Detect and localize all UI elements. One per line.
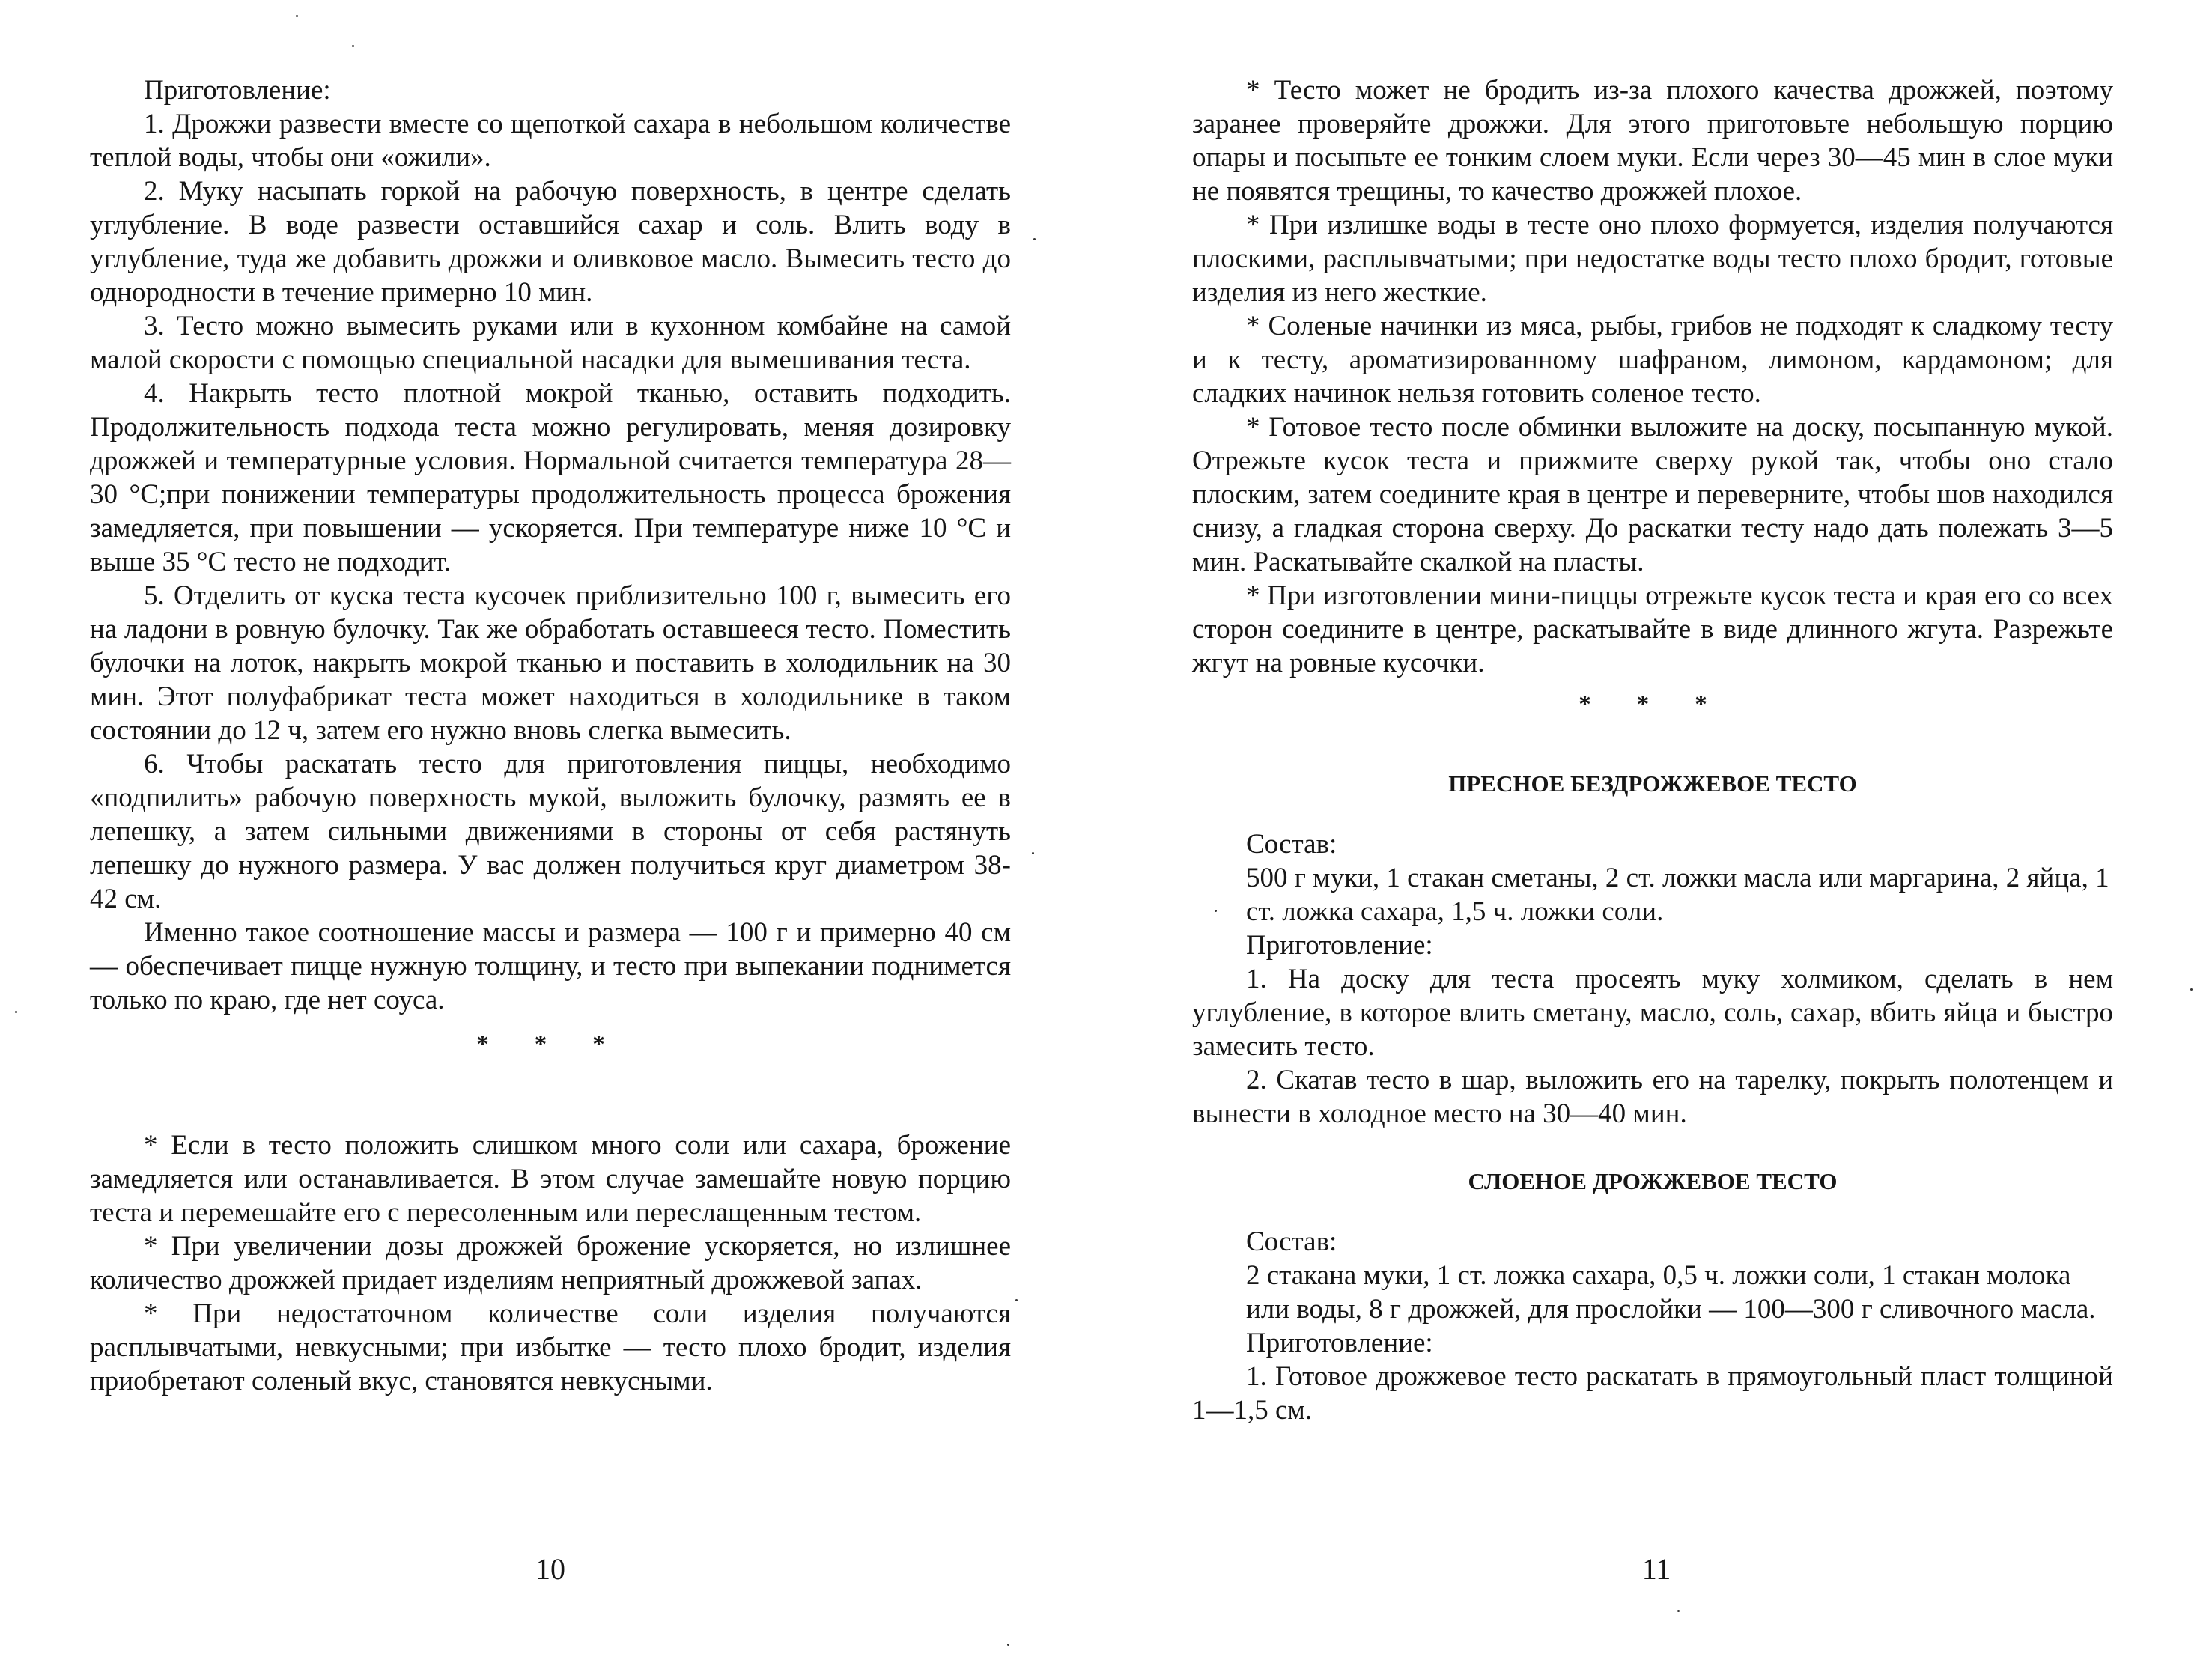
- composition-label: Состав:: [1246, 829, 1337, 860]
- tip-salt-amount: * При недостаточном количестве соли изделия получаются расплывчатыми, невкусными; при избытке — тесто плохо бродит, изделия приобретают соленый вкус, становятся невкусными.: [90, 1298, 1011, 1396]
- recipe-step-1: 1. На доску для теста просеять муку холмиком, сделать в нем углубление, в которое влить сметану, масло, соль, сахар, вбить яйца и быстро замесить тесто.: [1192, 964, 2113, 1062]
- recipe-title: ПРЕСНОЕ БЕЗДРОЖЖЕВОЕ ТЕСТО: [1448, 770, 1857, 797]
- step-6: 6. Чтобы раскатать тесто для приготовления пиццы, необходимо «подпилить» рабочую поверхность мукой, выложить булочку, размять ее в лепешку, а затем сильными движениями в стороны от себя растянуть лепешку до нужного размера. У вас должен получиться круг диаметром 38-42 см.: [90, 749, 1011, 914]
- ingredients: 500 г муки, 1 стакан сметаны, 2 ст. ложки масла или маргарина, 2 яйца, 1 ст. ложка сахара, 1,5 ч. ложки соли.: [1246, 863, 2109, 927]
- scan-speck: [2190, 988, 2193, 991]
- recipe-step-2: 2. Скатав тесто в шар, выложить его на тарелку, покрыть полотенцем и вынести в холодное место на 30—40 мин.: [1192, 1065, 2113, 1129]
- step-1: 1. Дрожжи развести вместе со щепоткой сахара в небольшом количестве теплой воды, чтобы они «ожили».: [90, 109, 1011, 173]
- left-page: [90, 0, 1011, 1669]
- tip-ready-dough: * Готовое тесто после обминки выложите на доску, посыпанную мукой. Отрежьте кусок теста и прижмите сверху рукой так, чтобы оно стало плоским, затем соедините края в центре и переверните, чтобы шов находился снизу, а гладкая сторона сверху. До раскатки тесту надо дать полежать 3—5 мин. Раскатывайте скалкой на пласты.: [1192, 412, 2113, 577]
- step-3: 3. Тесто можно вымесить руками или в кухонном комбайне на самой малой скорости с помощью специальной насадки для вымешивания теста.: [90, 311, 1011, 375]
- right-page: [1192, 0, 2113, 1669]
- step-4: 4. Накрыть тесто плотной мокрой тканью, оставить подходить. Продолжительность подхода теста можно регулировать, меняя дозировку дрожжей и температурные условия. Нормальной считается температура 28—30 °С;при понижении температуры продолжительность процесса брожения замедляется, при повышении — ускоряется. При температуре ниже 10 °С и выше 35 °С тесто не подходит.: [90, 378, 1011, 577]
- ingredients: 2 стакана муки, 1 ст. ложка сахара, 0,5 ч. ложки соли, 1 стакан молока или воды, 8 г дрожжей, для прослойки — 100—300 г сливочного масла.: [1246, 1260, 2096, 1325]
- step-5: 5. Отделить от куска теста кусочек приблизительно 100 г, вымесить его на ладони в ровную булочку. Так же обработать оставшееся тесто. Поместить булочки на лоток, накрыть мокрой тканью и поставить в холодильник на 30 мин. Этот полуфабрикат теста может находиться в холодильнике в таком состоянии до 12 ч, затем его нужно вновь слегка вымесить.: [90, 580, 1011, 746]
- scan-speck: [352, 45, 354, 47]
- tip-yeast-dose: * При увеличении дозы дрожжей брожение ускоряется, но излишнее количество дрожжей придает изделиям неприятный дрожжевой запах.: [90, 1231, 1011, 1295]
- preparation-heading: Приготовление:: [144, 75, 331, 106]
- scan-speck: [296, 15, 298, 17]
- composition-label: Состав:: [1246, 1226, 1337, 1257]
- scan-speck: [1032, 852, 1034, 854]
- tip-yeast-quality: * Тесто может не бродить из-за плохого качества дрожжей, поэтому заранее проверяйте дрожжи. Для этого приготовьте небольшую порцию опары и посыпьте ее тонким слоем муки. Если через 30—45 мин в слое муки не появятся трещины, то качество дрожжей плохое.: [1192, 75, 2113, 207]
- size-note: Именно такое соотношение массы и размера — 100 г и примерно 40 см — обеспечивает пицце нужную толщину, и тесто при выпекании поднимется только по краю, где нет соуса.: [90, 917, 1011, 1015]
- scan-speck: [1215, 910, 1217, 912]
- tip-salt-sugar: * Если в тесто положить слишком много соли или сахара, брожение замедляется или останавливается. В этом случае замешайте новую порцию теста и перемешайте его с пересоленным или переслащенным тестом.: [90, 1130, 1011, 1228]
- preparation-label: Приготовление:: [1246, 1328, 1433, 1358]
- scan-speck: [1007, 1644, 1009, 1646]
- preparation-label: Приготовление:: [1246, 930, 1433, 961]
- scan-speck: [1677, 1610, 1680, 1612]
- section-separator: * * *: [476, 1030, 625, 1058]
- left-page-text: [90, 73, 1011, 1398]
- section-separator: * * *: [1579, 690, 1727, 718]
- tip-water-amount: * При излишке воды в тесте оно плохо формуется, изделия получаются плоскими, расплывчатыми; при недостатке воды тесто плохо бродит, готовые изделия из него жесткие.: [1192, 210, 2113, 308]
- recipe-title: СЛОЕНОЕ ДРОЖЖЕВОЕ ТЕСТО: [1468, 1168, 1838, 1194]
- recipe-step-1: 1. Готовое дрожжевое тесто раскатать в прямоугольный пласт толщиной 1—1,5 см.: [1192, 1361, 2113, 1426]
- page-number: 10: [535, 1552, 565, 1586]
- step-2: 2. Муку насыпать горкой на рабочую поверхность, в центре сделать углубление. В воде развести оставшийся сахар и соль. Влить воду в углубление, туда же добавить дрожжи и оливковое масло. Вымесить тесто до однородности в течение примерно 10 мин.: [90, 176, 1011, 308]
- right-page-text: [1192, 73, 2113, 1427]
- page-number: 11: [1641, 1552, 1671, 1586]
- scan-speck: [15, 1011, 17, 1013]
- tip-fillings: * Соленые начинки из мяса, рыбы, грибов не подходят к сладкому тесту и к тесту, ароматизированному шафраном, лимоном, кардамоном; для сладких начинок нельзя готовить соленое тесто.: [1192, 311, 2113, 409]
- tip-mini-pizza: * При изготовлении мини-пиццы отрежьте кусок теста и края его со всех сторон соедините в центре, раскатывайте в виде длинного жгута. Разрежьте жгут на ровные кусочки.: [1192, 580, 2113, 678]
- scan-speck: [1015, 1299, 1018, 1301]
- scan-speck: [1033, 238, 1036, 240]
